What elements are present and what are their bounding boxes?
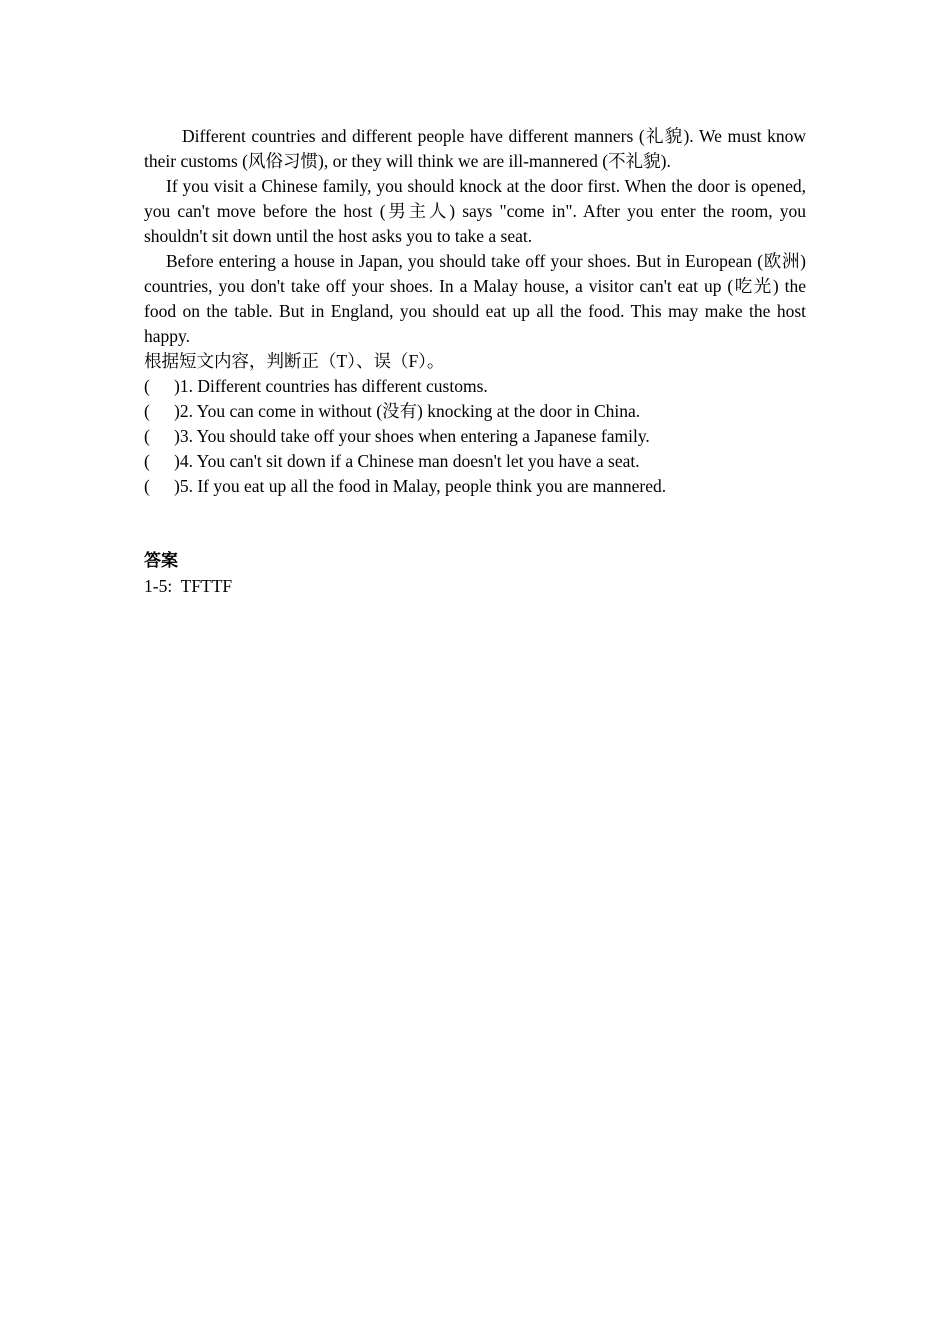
answer-blank: ( — [144, 376, 150, 396]
answer-blank: ( — [144, 401, 150, 421]
question-text: )4. You can't sit down if a Chinese man doesn't let you have a seat. — [174, 451, 640, 471]
passage-paragraph-3: Before entering a house in Japan, you should take off your shoes. But in European (欧洲) countries, you don't take off your shoes. In a Malay house, a visitor can't eat up (吃光) the food on the table. But in England, you should eat up all the food. This may make the host happy. — [144, 251, 806, 346]
answer-blank: ( — [144, 426, 150, 446]
question-text: )3. You should take off your shoes when entering a Japanese family. — [174, 426, 650, 446]
question-list — [144, 374, 806, 499]
question-item-3 — [144, 424, 806, 449]
answer-key: 1-5: TFTTF — [144, 576, 233, 596]
question-item-5 — [144, 474, 806, 499]
question-text: )5. If you eat up all the food in Malay, people think you are mannered. — [174, 476, 667, 496]
answer-heading: 答案 — [144, 551, 178, 571]
question-item-1 — [144, 374, 806, 399]
question-item-2 — [144, 399, 806, 424]
passage-paragraph-1: Different countries and different people have different manners (礼貌). We must know their customs (风俗习惯), or they will think we are ill-mannered (不礼貌). — [144, 126, 806, 171]
answer-blank: ( — [144, 476, 150, 496]
passage-paragraph-2: If you visit a Chinese family, you should knock at the door first. When the door is opened, you can't move before the host (男主人) says "come in". After you enter the room, you shouldn't sit down until the host asks you to take a seat. — [144, 176, 806, 246]
answer-blank: ( — [144, 451, 150, 471]
instruction-text: 根据短文内容，判断正（T）、误（F）。 — [144, 351, 445, 371]
question-text: )2. You can come in without (没有) knocking at the door in China. — [174, 401, 641, 421]
section-spacer — [144, 499, 806, 549]
question-text: )1. Different countries has different customs. — [174, 376, 488, 396]
question-item-4 — [144, 449, 806, 474]
document-page — [144, 124, 806, 599]
